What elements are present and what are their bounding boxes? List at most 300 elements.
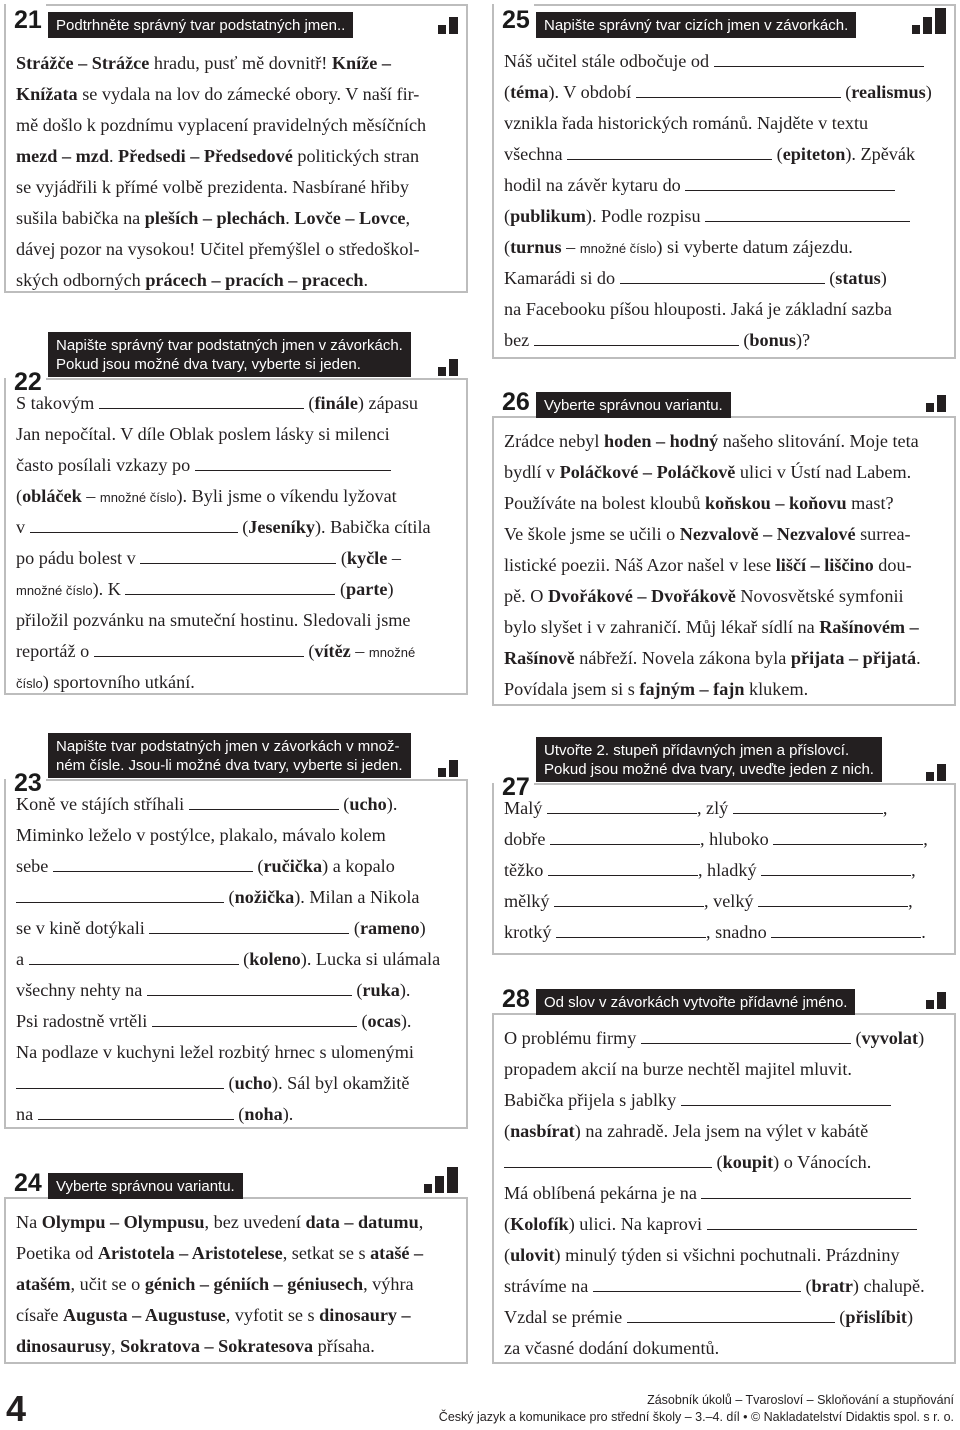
difficulty-bar: [937, 395, 946, 412]
word-option: koňskou – koňovu: [705, 493, 847, 513]
text-segment: sušila babička na: [16, 208, 145, 228]
text-line: [504, 139, 946, 170]
exercise-22: [4, 337, 468, 695]
difficulty-bar: [438, 25, 446, 34]
text-segment: listické poezii. Náš Azor našel v lese: [504, 555, 776, 575]
word-option: Lovče – Lovce: [294, 208, 406, 228]
text-segment: (: [504, 237, 511, 257]
difficulty-bar: [449, 359, 458, 376]
answer-blank[interactable]: [761, 856, 911, 876]
difficulty-bar: [449, 17, 458, 34]
text-segment: (: [303, 641, 315, 661]
text-segment: (: [351, 980, 363, 1000]
text-segment: po pádu bolest v: [16, 548, 141, 568]
text-line: [16, 172, 458, 203]
text-segment: ,: [923, 829, 928, 849]
answer-blank[interactable]: [38, 1100, 234, 1120]
answer-blank[interactable]: [685, 171, 895, 191]
text-segment: našeho slitování. Moje teta: [718, 431, 919, 451]
text-line: [504, 1240, 946, 1271]
text-segment: , setkat se s: [282, 1243, 371, 1263]
text-segment: –: [561, 237, 580, 257]
answer-blank[interactable]: [705, 202, 910, 222]
text-line: [504, 1178, 946, 1209]
text-line: [16, 512, 458, 543]
answer-blank[interactable]: [547, 794, 697, 814]
text-segment: (: [712, 1152, 723, 1172]
text-line: [16, 605, 458, 636]
text-segment: Kamarádi si do: [504, 268, 620, 288]
difficulty-bar: [438, 367, 446, 376]
text-segment: ): [918, 1028, 925, 1048]
difficulty-icon: [418, 8, 458, 34]
answer-blank[interactable]: [758, 887, 908, 907]
text-line: [504, 1147, 946, 1178]
text-segment: –: [350, 641, 369, 661]
text-segment: (: [237, 517, 249, 537]
answer-blank[interactable]: [149, 914, 349, 934]
text-segment: (: [252, 856, 264, 876]
text-line: [504, 294, 946, 325]
text-segment: .: [916, 648, 921, 668]
exercise-text: [504, 426, 946, 705]
text-segment: ). Zpěvák: [845, 144, 916, 164]
text-segment: ) sportovního utkání.: [42, 672, 195, 692]
answer-blank[interactable]: [636, 78, 841, 98]
text-line: [16, 944, 458, 975]
text-segment: ). K: [92, 579, 126, 599]
text-line: [16, 975, 458, 1006]
text-segment: v: [16, 517, 30, 537]
text-segment: ) a kopalo: [322, 856, 395, 876]
difficulty-bar: [926, 772, 934, 781]
difficulty-bar: [435, 1176, 444, 1193]
text-line: [504, 108, 946, 139]
text-segment: se vyjádřili k přímé volbě prezidenta. Nasbírané hřiby: [16, 177, 409, 197]
answer-blank[interactable]: [627, 1303, 835, 1323]
word-option: ručička: [263, 856, 323, 876]
text-segment: ): [925, 82, 932, 102]
text-segment: ).: [399, 980, 411, 1000]
text-segment: strávíme na: [504, 1276, 593, 1296]
text-segment: (: [504, 1121, 511, 1141]
text-segment: (: [840, 82, 852, 102]
text-segment: ) ulici. Na kaprovi: [568, 1214, 707, 1234]
text-segment: bydlí v: [504, 462, 560, 482]
text-segment: , velký: [704, 891, 759, 911]
text-line: [16, 110, 458, 141]
text-segment: Malý: [504, 798, 547, 818]
answer-blank[interactable]: [29, 945, 239, 965]
text-segment: ).: [400, 1011, 412, 1031]
text-line: [16, 1269, 458, 1300]
exercise-24: [4, 1169, 468, 1364]
answer-blank[interactable]: [534, 326, 739, 346]
word-option: atašém: [16, 1274, 71, 1294]
word-option: Jeseníky: [248, 517, 315, 537]
exercise-text: [504, 793, 946, 948]
text-segment: surrea-: [855, 524, 911, 544]
exercise-number: 21: [6, 4, 46, 34]
text-segment: ): [906, 1307, 914, 1327]
word-option: nasbírat: [510, 1121, 575, 1141]
difficulty-bar: [449, 760, 458, 777]
text-line: [16, 1331, 458, 1362]
text-line: [504, 612, 946, 643]
text-line: [16, 1099, 458, 1130]
text-segment: ) minulý týden si všichni pochutnali. Prázdniny: [554, 1245, 900, 1265]
word-option: atašé –: [370, 1243, 424, 1263]
difficulty-bar: [438, 768, 446, 777]
text-line: [16, 667, 458, 698]
exercise-27: [492, 742, 956, 955]
text-segment: (: [303, 393, 315, 413]
text-line: [16, 1238, 458, 1269]
text-segment: přiložil pozvánku na smuteční hostinu. Sledovali jsme: [16, 610, 411, 630]
text-line: [504, 426, 946, 457]
answer-blank[interactable]: [16, 1069, 224, 1089]
text-line: [504, 824, 946, 855]
word-option: ucho: [234, 1073, 273, 1093]
text-line: [504, 170, 946, 201]
word-option: vítěz: [314, 641, 351, 661]
text-line: [504, 232, 946, 263]
text-line: [16, 419, 458, 450]
text-segment: ): [880, 268, 887, 288]
text-segment: Psi radostně vrtěli: [16, 1011, 152, 1031]
exercise-instruction: Od slov v závorkách vytvořte přídavné jméno.: [536, 989, 855, 1015]
text-segment: (: [834, 1307, 846, 1327]
text-segment: , bez uvedení: [204, 1212, 306, 1232]
text-line: [16, 820, 458, 851]
footer-line: Zásobník úkolů – Tvarosloví – Skloňování a stupňování: [647, 1393, 954, 1407]
text-line: [504, 1116, 946, 1147]
word-option: prácech – pracích – pracech: [145, 270, 364, 290]
text-segment: císaře: [16, 1305, 63, 1325]
text-segment: bez: [504, 330, 534, 350]
text-segment: (: [335, 579, 347, 599]
word-option: realismus: [851, 82, 926, 102]
text-segment: nábřeží. Novela zákona byla: [574, 648, 791, 668]
word-option: liščí – liščino: [775, 555, 874, 575]
text-segment: , hladký: [697, 860, 762, 880]
word-option: Sokratova – Sokratesova: [120, 1336, 314, 1356]
text-line: [504, 855, 946, 886]
text-segment: všechny nehty na: [16, 980, 147, 1000]
text-segment: (: [504, 1245, 511, 1265]
text-segment: ských odborných: [16, 270, 146, 290]
exercise-instruction: Napište tvar podstatných jmen v závorkách v množ- ném čísle. Jsou-li možné dva tvary, vyberte si jeden.: [48, 733, 411, 778]
text-segment: Povídala jsem si s: [504, 679, 640, 699]
text-line: [504, 917, 946, 948]
text-segment: S takovým: [16, 393, 99, 413]
word-option: Strážče – Strážce: [16, 53, 150, 73]
answer-blank[interactable]: [147, 976, 352, 996]
page-number: 4: [6, 1388, 27, 1429]
exercise-28: [492, 985, 956, 1364]
word-option: přislíbit: [845, 1307, 907, 1327]
difficulty-icon: [418, 751, 458, 777]
answer-blank[interactable]: [567, 140, 772, 160]
text-segment: na Facebooku píšou hlouposti. Jaká je základní sazba: [504, 299, 892, 319]
text-segment: ). Lucka si ulámala: [300, 949, 441, 969]
text-segment: za včasné dodání dokumentů.: [504, 1338, 720, 1358]
text-line: [504, 263, 946, 294]
exercise-text: [16, 1207, 458, 1362]
answer-blank[interactable]: [707, 1210, 917, 1230]
answer-blank[interactable]: [773, 825, 923, 845]
text-segment: , hluboko: [699, 829, 774, 849]
text-segment: ). Babička cítila: [314, 517, 431, 537]
answer-blank[interactable]: [94, 637, 304, 657]
text-segment: ,: [418, 1212, 424, 1232]
text-segment: (: [338, 794, 350, 814]
exercise-number: 27: [494, 771, 534, 801]
text-segment: –: [81, 486, 100, 506]
text-segment: dávej pozor na vysokou! Učitel přemýšlel o středoškol-: [16, 239, 420, 259]
word-option: koupit: [722, 1152, 774, 1172]
text-segment: množné číslo: [16, 583, 93, 598]
text-line: [16, 388, 458, 419]
text-segment: (: [349, 918, 360, 938]
text-line: [504, 1333, 946, 1364]
exercise-25: [492, 4, 956, 359]
text-segment: Babička přijela s jablky: [504, 1090, 681, 1110]
text-segment: ).: [386, 794, 398, 814]
text-line: [504, 201, 946, 232]
text-segment: , učit se o: [70, 1274, 145, 1294]
word-option: publikum: [510, 206, 586, 226]
text-segment: ). Podle rozpisu: [585, 206, 706, 226]
word-option: Knížata: [16, 84, 78, 104]
text-line: [16, 851, 458, 882]
answer-blank[interactable]: [125, 575, 335, 595]
difficulty-bar: [937, 764, 946, 781]
text-segment: mělký: [504, 891, 555, 911]
answer-blank[interactable]: [152, 1007, 357, 1027]
text-segment: množné: [368, 645, 416, 660]
text-segment: (: [504, 82, 511, 102]
text-line: [504, 1085, 946, 1116]
difficulty-icon: [906, 8, 946, 34]
text-segment: bylo slyšet i v zahraničí. Můj lékař sídlí na: [504, 617, 820, 637]
text-segment: pě. O: [504, 586, 548, 606]
text-line: [16, 882, 458, 913]
text-segment: přísaha.: [313, 1336, 375, 1356]
text-segment: .: [921, 922, 926, 942]
difficulty-icon: [906, 755, 946, 781]
text-segment: krotký: [504, 922, 557, 942]
answer-blank[interactable]: [714, 47, 924, 67]
answer-blank[interactable]: [140, 544, 336, 564]
text-segment: (: [800, 1276, 812, 1296]
exercise-instruction: Podtrhněte správný tvar podstatných jmen..: [48, 12, 353, 38]
text-line: [504, 1054, 946, 1085]
text-line: [504, 793, 946, 824]
text-line: [16, 913, 458, 944]
difficulty-bar: [923, 17, 932, 34]
word-option: Olympu – Olympusu: [41, 1212, 205, 1232]
text-segment: mě došlo k pozdnímu vyplacení pravidelných měsíčních: [16, 115, 427, 135]
answer-blank[interactable]: [548, 856, 698, 876]
answer-blank[interactable]: [504, 1148, 712, 1168]
text-segment: na: [16, 1104, 38, 1124]
exercise-instruction: Utvořte 2. stupeň přídavných jmen a příslovcí. Pokud jsou možné dva tvary, uveďte jeden z nich.: [536, 737, 882, 782]
answer-blank[interactable]: [641, 1024, 851, 1044]
text-segment: ): [387, 579, 394, 599]
text-segment: (: [504, 206, 511, 226]
word-option: rameno: [359, 918, 420, 938]
text-line: [16, 1300, 458, 1331]
word-option: nožička: [234, 887, 295, 907]
word-option: Dvořákové – Dvořákově: [547, 586, 736, 606]
word-option: vyvolat: [861, 1028, 919, 1048]
text-segment: ,: [908, 891, 913, 911]
exercise-instruction: Napište správný tvar cizích jmen v závorkách.: [536, 12, 856, 38]
word-option: data – datumu: [305, 1212, 419, 1232]
text-line: [504, 550, 946, 581]
word-option: bratr: [811, 1276, 853, 1296]
text-segment: Používáte na bolest kloubů: [504, 493, 706, 513]
text-segment: )?: [795, 330, 811, 350]
text-segment: Na podlaze v kuchyni ležel rozbitý hrnec s ulomenými: [16, 1042, 414, 1062]
text-segment: všechna: [504, 144, 568, 164]
answer-blank[interactable]: [593, 1272, 801, 1292]
word-option: turnus: [510, 237, 562, 257]
exercise-header: [494, 4, 956, 38]
exercise-number: 25: [494, 4, 534, 34]
difficulty-bar: [935, 8, 946, 34]
answer-blank[interactable]: [620, 264, 825, 284]
answer-blank[interactable]: [554, 887, 704, 907]
text-line: [16, 203, 458, 234]
text-segment: se v kině dotýkali: [16, 918, 150, 938]
footer-line: Český jazyk a komunikace pro střední školy – 3.–4. díl • © Nakladatelství Didaktis spol. s r. o.: [438, 1410, 954, 1424]
exercise-number: 22: [6, 366, 46, 396]
answer-blank[interactable]: [30, 513, 238, 533]
text-line: [16, 265, 458, 296]
text-segment: , vyfotit se s: [225, 1305, 320, 1325]
answer-blank[interactable]: [189, 790, 339, 810]
text-line: [504, 886, 946, 917]
text-segment: (: [16, 486, 23, 506]
word-option: pleších – plechách: [144, 208, 286, 228]
answer-blank[interactable]: [195, 451, 391, 471]
text-line: [504, 77, 946, 108]
exercise-text: [16, 388, 458, 698]
exercise-text: [504, 1023, 946, 1364]
text-segment: , snadno: [706, 922, 772, 942]
text-segment: Ve škole jsme se učili o: [504, 524, 680, 544]
text-segment: ,: [405, 208, 411, 228]
word-option: génich – géniích – géniusech: [144, 1274, 364, 1294]
text-line: [16, 1037, 458, 1068]
answer-blank[interactable]: [733, 794, 883, 814]
text-line: [16, 574, 458, 605]
exercise-header: [6, 4, 468, 38]
text-segment: .: [285, 208, 295, 228]
exercise-26: [492, 388, 956, 706]
word-option: Předsedi – Předsedové: [118, 146, 293, 166]
text-segment: množné číslo: [99, 490, 177, 505]
text-segment: (: [336, 548, 347, 568]
text-segment: (: [772, 144, 783, 164]
difficulty-bar: [912, 25, 920, 34]
text-segment: číslo: [16, 676, 43, 691]
word-option: hoden – hodný: [603, 431, 719, 451]
answer-blank[interactable]: [556, 918, 706, 938]
text-line: [16, 1068, 458, 1099]
exercise-number: 23: [6, 767, 46, 797]
text-line: [16, 481, 458, 512]
answer-blank[interactable]: [771, 918, 921, 938]
text-segment: se vydala na lov do zámecké obory. V naší fir-: [77, 84, 420, 104]
word-option: Kolofík: [510, 1214, 569, 1234]
difficulty-bar: [926, 403, 934, 412]
text-segment: ). Milan a Nikola: [294, 887, 420, 907]
word-option: téma: [510, 82, 549, 102]
word-option: epiteton: [782, 144, 846, 164]
text-line: [504, 488, 946, 519]
text-segment: , zlý: [696, 798, 733, 818]
text-segment: ) si vyberte datum zájezdu.: [656, 237, 853, 257]
answer-blank[interactable]: [53, 852, 253, 872]
text-segment: množné číslo: [579, 241, 657, 256]
text-segment: ): [419, 918, 426, 938]
text-line: [16, 543, 458, 574]
exercise-text: [16, 48, 458, 296]
text-segment: mast?: [846, 493, 894, 513]
difficulty-bar: [424, 1184, 432, 1193]
text-segment: .: [363, 270, 369, 290]
word-option: fajným – fajn: [639, 679, 745, 699]
text-line: [504, 46, 946, 77]
footer: [439, 1392, 954, 1426]
answer-blank[interactable]: [701, 1179, 911, 1199]
exercise-instruction: Vyberte správnou variantu.: [536, 392, 731, 418]
text-segment: ). Byli jsme o víkendu lyžovat: [176, 486, 397, 506]
exercise-text: [16, 789, 458, 1130]
text-segment: (: [738, 330, 750, 350]
answer-blank[interactable]: [99, 389, 304, 409]
text-segment: Koně ve stájích stříhali: [16, 794, 189, 814]
text-line: [504, 581, 946, 612]
text-line: [504, 674, 946, 705]
word-option: Rašínovém –: [819, 617, 919, 637]
word-option: parte: [346, 579, 388, 599]
text-line: [16, 789, 458, 820]
answer-blank[interactable]: [681, 1086, 891, 1106]
text-segment: hradu, pusť mě dovnitř!: [149, 53, 332, 73]
text-line: [16, 141, 458, 172]
exercise-21: [4, 4, 468, 293]
text-line: [16, 79, 458, 110]
text-segment: Má oblíbená pekárna je na: [504, 1183, 702, 1203]
answer-blank[interactable]: [16, 883, 224, 903]
text-segment: .: [108, 146, 119, 166]
text-segment: ) zápasu: [357, 393, 419, 413]
text-segment: vznikla řada historických románů. Najděte v textu: [504, 113, 869, 133]
text-segment: sebe: [16, 856, 53, 876]
text-segment: (: [356, 1011, 368, 1031]
text-line: [504, 1271, 946, 1302]
word-option: Rašínově: [504, 648, 575, 668]
answer-blank[interactable]: [550, 825, 700, 845]
difficulty-icon: [418, 1167, 458, 1193]
text-segment: ) o Vánocích.: [773, 1152, 872, 1172]
text-segment: Jan nepočítal. V díle Oblak poslem lásky si milenci: [16, 424, 390, 444]
word-option: Poláčkové – Poláčkově: [559, 462, 736, 482]
